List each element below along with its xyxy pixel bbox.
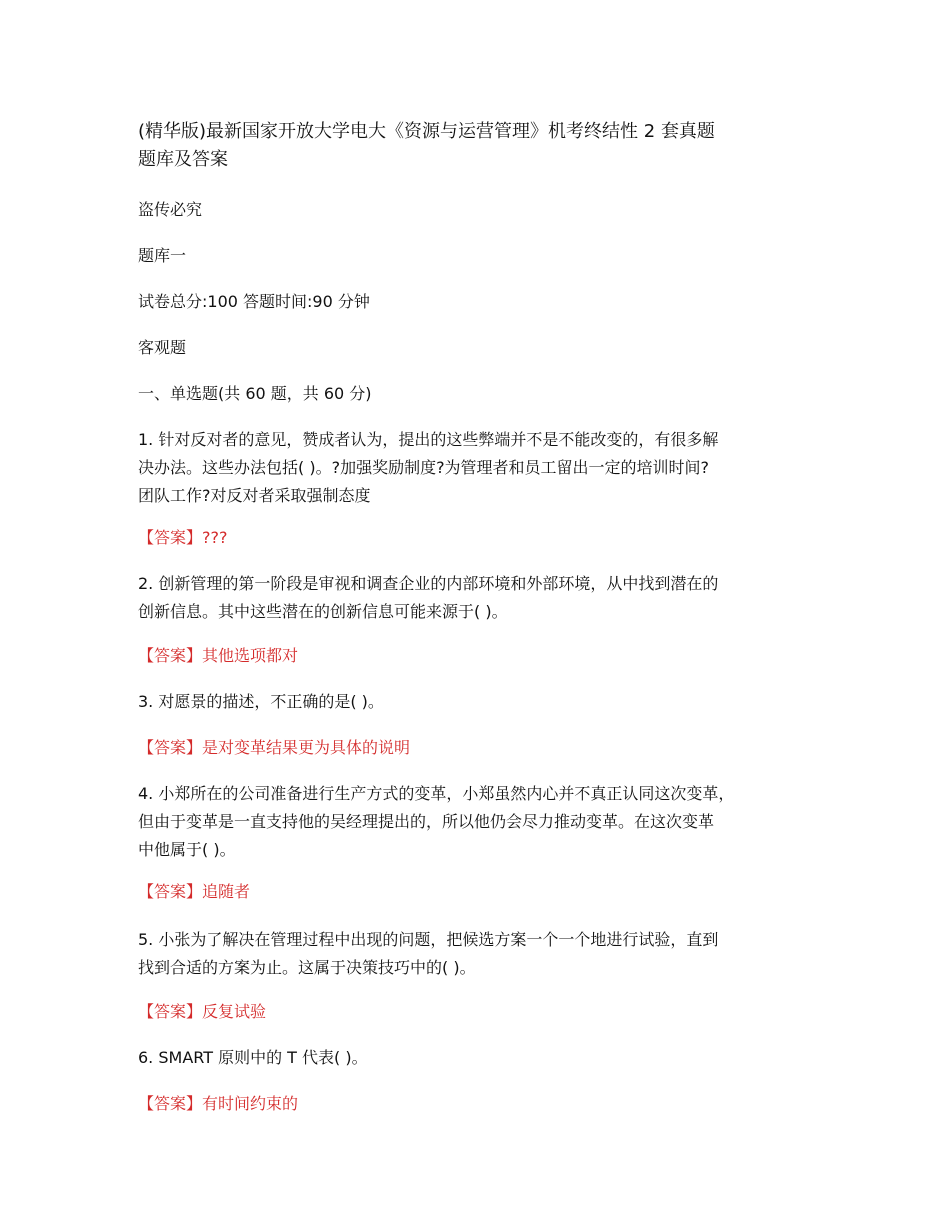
question-6 [138,1044,818,1072]
answer-2: 【答案】其他选项都对 [138,646,299,665]
question-1-line-3: 团队工作?对反对者采取强制态度 [138,486,371,505]
answer-1: 【答案】??? [138,528,228,547]
question-1 [138,426,818,510]
question-1-line-2: 决办法。这些办法包括( )。?加强奖励制度?为管理者和员工留出一定的培训时间? [138,458,710,477]
question-2 [138,570,818,626]
question-4-line-1: 4. 小郑所在的公司准备进行生产方式的变革，小郑虽然内心并不真正认同这次变革， [138,784,735,803]
bank-heading: 题库一 [138,246,187,265]
copyright-notice: 盗传必究 [138,200,203,219]
exam-meta: 试卷总分:100 答题时间:90 分钟 [138,292,370,311]
document-title [138,118,818,174]
title-line-2: 题库及答案 [138,149,228,170]
question-5-line-2: 找到合适的方案为止。这属于决策技巧中的( )。 [138,958,476,977]
answer-6: 【答案】有时间约束的 [138,1094,299,1113]
question-1-line-1: 1. 针对反对者的意见，赞成者认为，提出的这些弊端并不是不能改变的，有很多解 [138,430,719,449]
question-2-line-2: 创新信息。其中这些潜在的创新信息可能来源于( )。 [138,602,508,621]
question-4 [138,780,818,864]
question-2-line-1: 2. 创新管理的第一阶段是审视和调查企业的内部环境和外部环境，从中找到潜在的 [138,574,719,593]
question-3 [138,688,818,716]
question-3-line-1: 3. 对愿景的描述，不正确的是( )。 [138,692,384,711]
question-type: 客观题 [138,338,187,357]
section-heading: 一、单选题(共 60 题，共 60 分) [138,384,372,403]
answer-5: 【答案】反复试验 [138,1002,267,1021]
question-4-line-3: 中他属于( )。 [138,840,236,859]
answer-4: 【答案】追随者 [138,882,251,901]
question-5 [138,926,818,982]
question-5-line-1: 5. 小张为了解决在管理过程中出现的问题，把候选方案一个一个地进行试验，直到 [138,930,719,949]
question-6-line-1: 6. SMART 原则中的 T 代表( )。 [138,1048,368,1067]
question-4-line-2: 但由于变革是一直支持他的吴经理提出的，所以他仍会尽力推动变革。在这次变革 [138,812,715,831]
title-line-1: (精华版)最新国家开放大学电大《资源与运营管理》机考终结性 2 套真题 [138,121,715,142]
answer-3: 【答案】是对变革结果更为具体的说明 [138,738,411,757]
